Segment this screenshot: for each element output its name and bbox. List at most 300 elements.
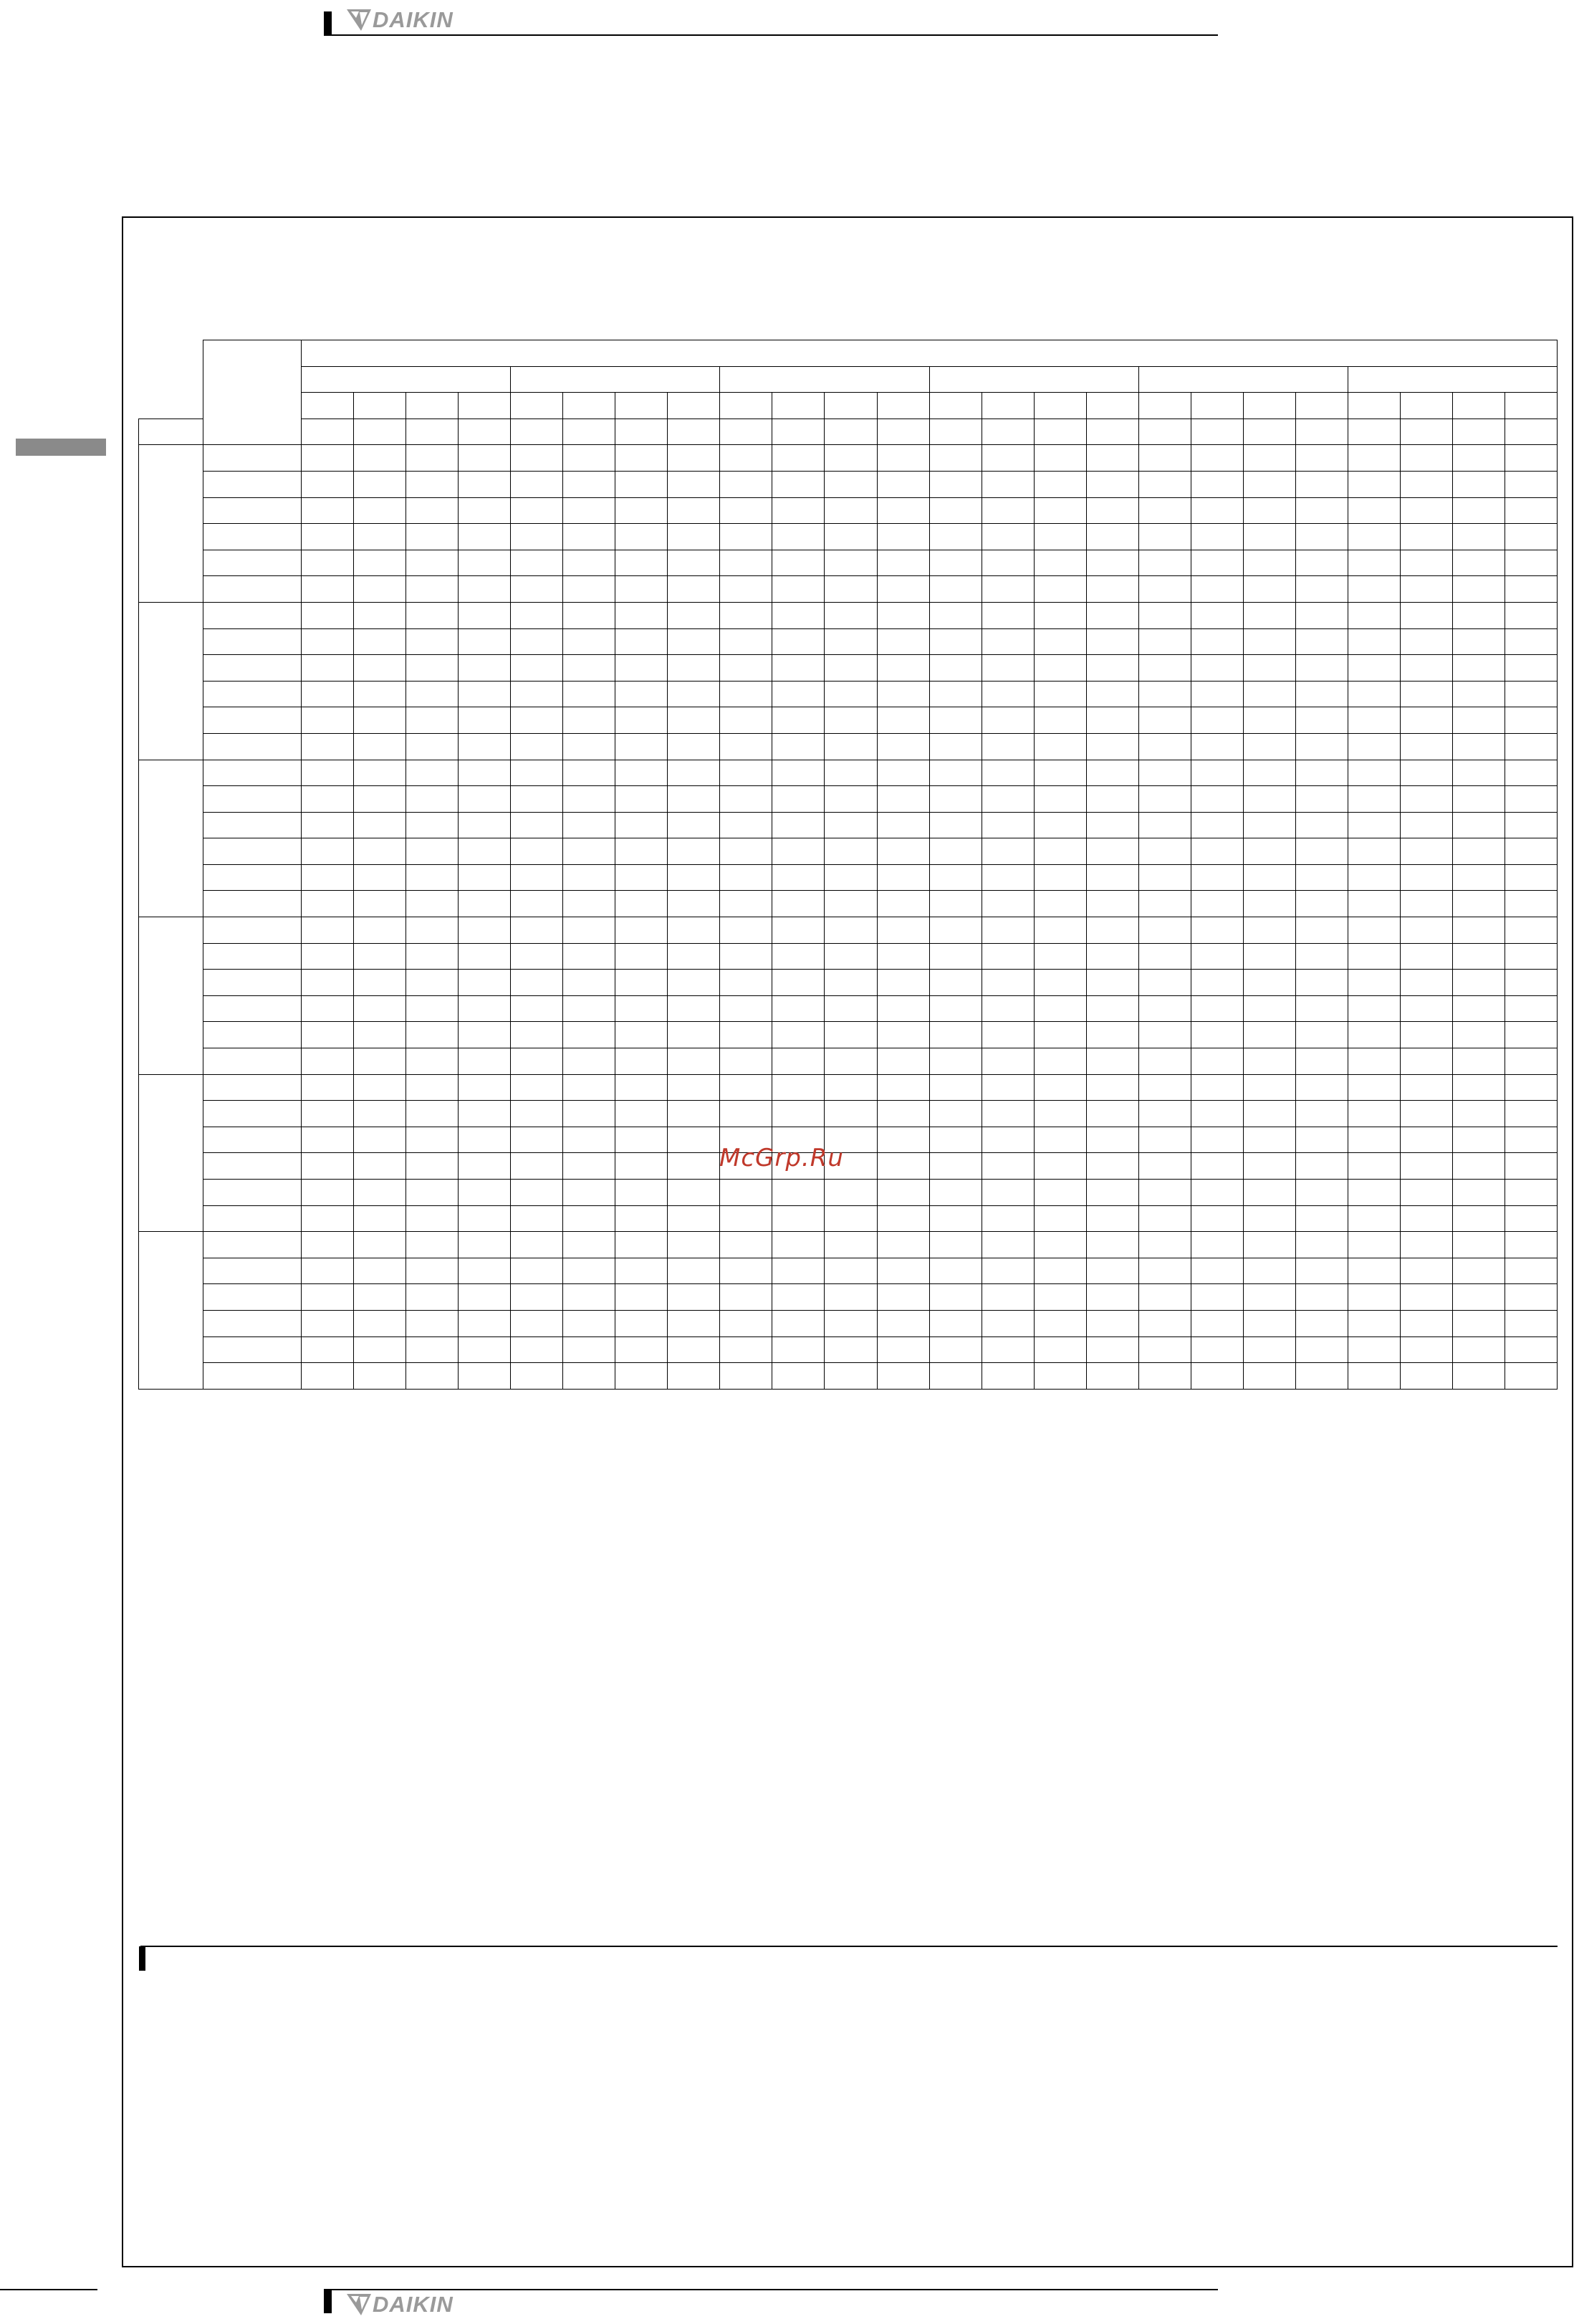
table-cell bbox=[929, 524, 982, 550]
header-cell bbox=[929, 419, 982, 445]
table-cell bbox=[511, 1048, 563, 1075]
table-cell bbox=[720, 628, 772, 655]
table-cell bbox=[406, 970, 459, 996]
table-cell bbox=[877, 576, 929, 603]
table-cell bbox=[459, 760, 511, 786]
table-cell bbox=[1400, 1336, 1452, 1363]
table-cell bbox=[1191, 838, 1243, 865]
table-cell bbox=[302, 1232, 354, 1258]
table-cell bbox=[772, 733, 825, 760]
table-cell bbox=[772, 812, 825, 838]
table-cell bbox=[1295, 864, 1348, 891]
table-cell bbox=[459, 707, 511, 734]
table-cell bbox=[302, 602, 354, 628]
table-cell bbox=[1505, 733, 1558, 760]
table-cell bbox=[1138, 1074, 1191, 1101]
header-cell bbox=[302, 393, 354, 419]
table-cell bbox=[772, 550, 825, 576]
table-cell bbox=[459, 1022, 511, 1048]
table-cell bbox=[1453, 1048, 1505, 1075]
table-cell bbox=[929, 471, 982, 497]
table-cell bbox=[1034, 655, 1086, 682]
table-cell bbox=[668, 1258, 720, 1284]
table-cell bbox=[1400, 655, 1452, 682]
table-cell bbox=[1138, 760, 1191, 786]
table-cell bbox=[459, 786, 511, 813]
table-cell bbox=[982, 1127, 1034, 1153]
table-cell bbox=[668, 1232, 720, 1258]
table-cell bbox=[877, 1048, 929, 1075]
table-cell bbox=[459, 471, 511, 497]
table-cell bbox=[406, 760, 459, 786]
table-cell bbox=[1034, 497, 1086, 524]
table-cell bbox=[1034, 733, 1086, 760]
table-cell bbox=[302, 681, 354, 707]
table-cell bbox=[825, 1310, 877, 1336]
table-cell bbox=[406, 838, 459, 865]
daikin-triangle-icon bbox=[347, 9, 371, 31]
table-cell bbox=[1453, 1153, 1505, 1180]
table-cell bbox=[406, 1310, 459, 1336]
header-cell bbox=[982, 419, 1034, 445]
data-table bbox=[138, 340, 1558, 1390]
header-cell bbox=[825, 419, 877, 445]
table-cell bbox=[1453, 917, 1505, 944]
header-cell bbox=[615, 419, 668, 445]
table-cell bbox=[1295, 1180, 1348, 1206]
row-label-cell bbox=[203, 1363, 302, 1390]
header-cell bbox=[1348, 393, 1400, 419]
table-cell bbox=[1191, 1180, 1243, 1206]
header-cell bbox=[877, 393, 929, 419]
table-cell bbox=[982, 733, 1034, 760]
table-cell bbox=[720, 1363, 772, 1390]
table-cell bbox=[563, 524, 615, 550]
row-label-cell bbox=[203, 1101, 302, 1127]
table-cell bbox=[354, 1048, 406, 1075]
table-cell bbox=[615, 1205, 668, 1232]
table-cell bbox=[354, 655, 406, 682]
table-cell bbox=[511, 1022, 563, 1048]
table-cell bbox=[720, 655, 772, 682]
table-cell bbox=[459, 524, 511, 550]
table-cell bbox=[1086, 576, 1138, 603]
table-cell bbox=[1453, 524, 1505, 550]
header-cell bbox=[772, 393, 825, 419]
table-cell bbox=[772, 786, 825, 813]
table-cell bbox=[459, 576, 511, 603]
table-cell bbox=[1295, 707, 1348, 734]
table-cell bbox=[877, 1205, 929, 1232]
table-cell bbox=[1348, 471, 1400, 497]
table-cell bbox=[1243, 550, 1295, 576]
table-cell bbox=[982, 628, 1034, 655]
table-cell bbox=[511, 471, 563, 497]
table-cell bbox=[1348, 760, 1400, 786]
table-cell bbox=[1453, 970, 1505, 996]
table-cell bbox=[1505, 707, 1558, 734]
table-cell bbox=[615, 1101, 668, 1127]
table-cell bbox=[563, 707, 615, 734]
table-cell bbox=[302, 1180, 354, 1206]
table-cell bbox=[1505, 864, 1558, 891]
table-cell bbox=[1034, 970, 1086, 996]
table-cell bbox=[877, 471, 929, 497]
table-cell bbox=[1505, 891, 1558, 917]
table-cell bbox=[511, 760, 563, 786]
table-cell bbox=[1295, 995, 1348, 1022]
table-cell bbox=[354, 550, 406, 576]
table-cell bbox=[720, 1048, 772, 1075]
header-cell bbox=[929, 366, 1138, 393]
table-cell bbox=[720, 786, 772, 813]
table-row bbox=[139, 786, 1558, 813]
group-label-cell bbox=[139, 445, 203, 603]
table-row bbox=[139, 995, 1558, 1022]
table-cell bbox=[1453, 812, 1505, 838]
table-cell bbox=[1453, 864, 1505, 891]
table-cell bbox=[1453, 838, 1505, 865]
table-cell bbox=[563, 1258, 615, 1284]
table-cell bbox=[511, 1363, 563, 1390]
table-cell bbox=[720, 707, 772, 734]
table-cell bbox=[1034, 1284, 1086, 1311]
table-cell bbox=[615, 1363, 668, 1390]
table-cell bbox=[563, 1232, 615, 1258]
table-cell bbox=[406, 1153, 459, 1180]
table-cell bbox=[825, 707, 877, 734]
table-cell bbox=[668, 970, 720, 996]
table-cell bbox=[877, 812, 929, 838]
header-cell bbox=[1191, 393, 1243, 419]
table-cell bbox=[1138, 786, 1191, 813]
table-cell bbox=[563, 655, 615, 682]
table-cell bbox=[563, 1153, 615, 1180]
table-cell bbox=[615, 1022, 668, 1048]
table-cell bbox=[511, 602, 563, 628]
table-cell bbox=[1453, 576, 1505, 603]
header-cell bbox=[1453, 393, 1505, 419]
table-cell bbox=[720, 733, 772, 760]
table-cell bbox=[1453, 1205, 1505, 1232]
table-cell bbox=[1086, 655, 1138, 682]
table-cell bbox=[877, 497, 929, 524]
table-cell bbox=[877, 524, 929, 550]
table-cell bbox=[459, 1363, 511, 1390]
table-cell bbox=[929, 1258, 982, 1284]
table-cell bbox=[1348, 1363, 1400, 1390]
table-cell bbox=[1086, 471, 1138, 497]
table-cell bbox=[929, 681, 982, 707]
table-cell bbox=[1453, 943, 1505, 970]
table-cell bbox=[720, 943, 772, 970]
table-cell bbox=[1505, 1153, 1558, 1180]
table-cell bbox=[302, 786, 354, 813]
table-cell bbox=[1191, 1127, 1243, 1153]
daikin-logo-bottom bbox=[347, 2293, 454, 2315]
table-cell bbox=[1191, 1284, 1243, 1311]
row-label-cell bbox=[203, 812, 302, 838]
table-cell bbox=[1295, 1258, 1348, 1284]
header-cell bbox=[459, 419, 511, 445]
table-cell bbox=[1034, 628, 1086, 655]
table-cell bbox=[1086, 995, 1138, 1022]
table-cell bbox=[1400, 760, 1452, 786]
table-cell bbox=[511, 1074, 563, 1101]
table-cell bbox=[1243, 524, 1295, 550]
table-cell bbox=[668, 891, 720, 917]
table-cell bbox=[1191, 760, 1243, 786]
table-cell bbox=[406, 628, 459, 655]
table-cell bbox=[1295, 1284, 1348, 1311]
table-cell bbox=[982, 1180, 1034, 1206]
table-row bbox=[139, 497, 1558, 524]
row-label-cell bbox=[203, 1205, 302, 1232]
table-cell bbox=[354, 786, 406, 813]
group-label-cell bbox=[139, 760, 203, 917]
table-cell bbox=[406, 602, 459, 628]
table-cell bbox=[877, 943, 929, 970]
table-cell bbox=[1505, 445, 1558, 472]
header-marker-bar bbox=[324, 11, 332, 36]
table-cell bbox=[1191, 786, 1243, 813]
table-cell bbox=[302, 497, 354, 524]
table-cell bbox=[1034, 602, 1086, 628]
table-cell bbox=[720, 576, 772, 603]
table-cell bbox=[1243, 1127, 1295, 1153]
table-cell bbox=[615, 445, 668, 472]
table-cell bbox=[1295, 602, 1348, 628]
table-cell bbox=[825, 995, 877, 1022]
table-cell bbox=[1453, 655, 1505, 682]
table-cell bbox=[825, 1101, 877, 1127]
table-cell bbox=[406, 1074, 459, 1101]
table-cell bbox=[302, 1284, 354, 1311]
table-cell bbox=[1086, 497, 1138, 524]
table-cell bbox=[563, 1048, 615, 1075]
table-cell bbox=[982, 917, 1034, 944]
table-cell bbox=[354, 1336, 406, 1363]
table-cell bbox=[1086, 812, 1138, 838]
table-cell bbox=[929, 497, 982, 524]
table-cell bbox=[1243, 1074, 1295, 1101]
table-cell bbox=[1243, 1363, 1295, 1390]
table-cell bbox=[877, 1022, 929, 1048]
table-cell bbox=[354, 838, 406, 865]
table-cell bbox=[1243, 497, 1295, 524]
table-cell bbox=[302, 1363, 354, 1390]
table-cell bbox=[982, 1022, 1034, 1048]
table-cell bbox=[1400, 1232, 1452, 1258]
table-cell bbox=[1191, 1336, 1243, 1363]
table-cell bbox=[772, 445, 825, 472]
table-cell bbox=[1138, 1205, 1191, 1232]
table-cell bbox=[1034, 1205, 1086, 1232]
table-cell bbox=[406, 707, 459, 734]
table-cell bbox=[1086, 1284, 1138, 1311]
table-cell bbox=[1138, 655, 1191, 682]
table-cell bbox=[1138, 891, 1191, 917]
table-cell bbox=[1400, 970, 1452, 996]
table-cell bbox=[720, 891, 772, 917]
table-cell bbox=[406, 917, 459, 944]
table-cell bbox=[720, 838, 772, 865]
table-cell bbox=[1138, 1180, 1191, 1206]
table-cell bbox=[1086, 707, 1138, 734]
table-row bbox=[139, 917, 1558, 944]
table-cell bbox=[1348, 681, 1400, 707]
table-cell bbox=[877, 891, 929, 917]
table-row bbox=[139, 970, 1558, 996]
table-cell bbox=[720, 1258, 772, 1284]
table-cell bbox=[1453, 628, 1505, 655]
table-row bbox=[139, 707, 1558, 734]
table-cell bbox=[1243, 970, 1295, 996]
table-cell bbox=[929, 995, 982, 1022]
table-cell bbox=[1034, 576, 1086, 603]
table-cell bbox=[511, 838, 563, 865]
table-cell bbox=[668, 524, 720, 550]
table-cell bbox=[1138, 1232, 1191, 1258]
header-cell bbox=[720, 366, 929, 393]
table-cell bbox=[302, 471, 354, 497]
header-cell bbox=[772, 419, 825, 445]
row-label-cell bbox=[203, 970, 302, 996]
table-cell bbox=[982, 1363, 1034, 1390]
footer-marker-bar bbox=[324, 2289, 332, 2313]
table-cell bbox=[511, 1336, 563, 1363]
table-cell bbox=[1138, 1153, 1191, 1180]
table-cell bbox=[1243, 628, 1295, 655]
table-cell bbox=[982, 995, 1034, 1022]
row-label-cell bbox=[203, 1127, 302, 1153]
table-cell bbox=[720, 760, 772, 786]
table-cell bbox=[406, 1048, 459, 1075]
table-cell bbox=[877, 445, 929, 472]
table-cell bbox=[1505, 1232, 1558, 1258]
table-cell bbox=[982, 970, 1034, 996]
table-cell bbox=[877, 1153, 929, 1180]
table-cell bbox=[511, 550, 563, 576]
table-cell bbox=[1505, 1336, 1558, 1363]
row-label-cell bbox=[203, 707, 302, 734]
header-cell bbox=[406, 393, 459, 419]
table-cell bbox=[1086, 891, 1138, 917]
table-cell bbox=[563, 1074, 615, 1101]
table-row bbox=[139, 864, 1558, 891]
table-cell bbox=[720, 1232, 772, 1258]
table-cell bbox=[668, 1284, 720, 1311]
table-cell bbox=[511, 1180, 563, 1206]
table-cell bbox=[302, 1258, 354, 1284]
table-cell bbox=[511, 812, 563, 838]
table-cell bbox=[302, 445, 354, 472]
table-cell bbox=[615, 1180, 668, 1206]
table-cell bbox=[1505, 1310, 1558, 1336]
table-cell bbox=[1295, 471, 1348, 497]
table-cell bbox=[406, 445, 459, 472]
table-cell bbox=[1348, 995, 1400, 1022]
table-cell bbox=[511, 970, 563, 996]
header-cell bbox=[1348, 419, 1400, 445]
table-cell bbox=[929, 838, 982, 865]
header-cell bbox=[1400, 419, 1452, 445]
table-cell bbox=[772, 995, 825, 1022]
table-cell bbox=[459, 1074, 511, 1101]
table-cell bbox=[302, 812, 354, 838]
header-cell bbox=[406, 419, 459, 445]
table-cell bbox=[720, 1180, 772, 1206]
table-cell bbox=[772, 1363, 825, 1390]
table-cell bbox=[459, 1101, 511, 1127]
table-cell bbox=[1086, 917, 1138, 944]
table-cell bbox=[929, 1101, 982, 1127]
table-cell bbox=[615, 655, 668, 682]
table-cell bbox=[720, 524, 772, 550]
table-cell bbox=[1191, 812, 1243, 838]
table-cell bbox=[1243, 733, 1295, 760]
table-cell bbox=[1191, 1310, 1243, 1336]
table-cell bbox=[1243, 1232, 1295, 1258]
table-cell bbox=[668, 497, 720, 524]
table-cell bbox=[929, 550, 982, 576]
table-cell bbox=[929, 970, 982, 996]
table-cell bbox=[982, 1232, 1034, 1258]
table-cell bbox=[511, 917, 563, 944]
table-cell bbox=[511, 891, 563, 917]
row-label-cell bbox=[203, 917, 302, 944]
table-cell bbox=[1505, 471, 1558, 497]
table-cell bbox=[772, 655, 825, 682]
table-cell bbox=[615, 707, 668, 734]
table-cell bbox=[1505, 524, 1558, 550]
table-cell bbox=[459, 970, 511, 996]
table-cell bbox=[825, 838, 877, 865]
table-cell bbox=[511, 1310, 563, 1336]
row-label-cell bbox=[203, 445, 302, 472]
table-cell bbox=[1086, 1022, 1138, 1048]
table-cell bbox=[720, 550, 772, 576]
table-cell bbox=[459, 1205, 511, 1232]
table-cell bbox=[929, 812, 982, 838]
table-cell bbox=[615, 1232, 668, 1258]
table-cell bbox=[929, 707, 982, 734]
table-cell bbox=[1086, 1153, 1138, 1180]
header-cell bbox=[1243, 393, 1295, 419]
table-cell bbox=[1086, 1310, 1138, 1336]
table-cell bbox=[1505, 1258, 1558, 1284]
table-cell bbox=[459, 1310, 511, 1336]
table-cell bbox=[1191, 655, 1243, 682]
table-cell bbox=[1243, 1336, 1295, 1363]
table-cell bbox=[615, 1153, 668, 1180]
table-cell bbox=[1400, 550, 1452, 576]
table-cell bbox=[877, 602, 929, 628]
table-cell bbox=[1138, 1127, 1191, 1153]
row-label-cell bbox=[203, 1048, 302, 1075]
table-row bbox=[139, 655, 1558, 682]
table-cell bbox=[1191, 628, 1243, 655]
table-cell bbox=[302, 943, 354, 970]
table-cell bbox=[668, 1205, 720, 1232]
table-cell bbox=[1138, 1258, 1191, 1284]
table-row bbox=[139, 1022, 1558, 1048]
table-cell bbox=[929, 655, 982, 682]
table-cell bbox=[720, 1284, 772, 1311]
table-cell bbox=[563, 445, 615, 472]
table-cell bbox=[982, 1336, 1034, 1363]
table-cell bbox=[563, 1284, 615, 1311]
